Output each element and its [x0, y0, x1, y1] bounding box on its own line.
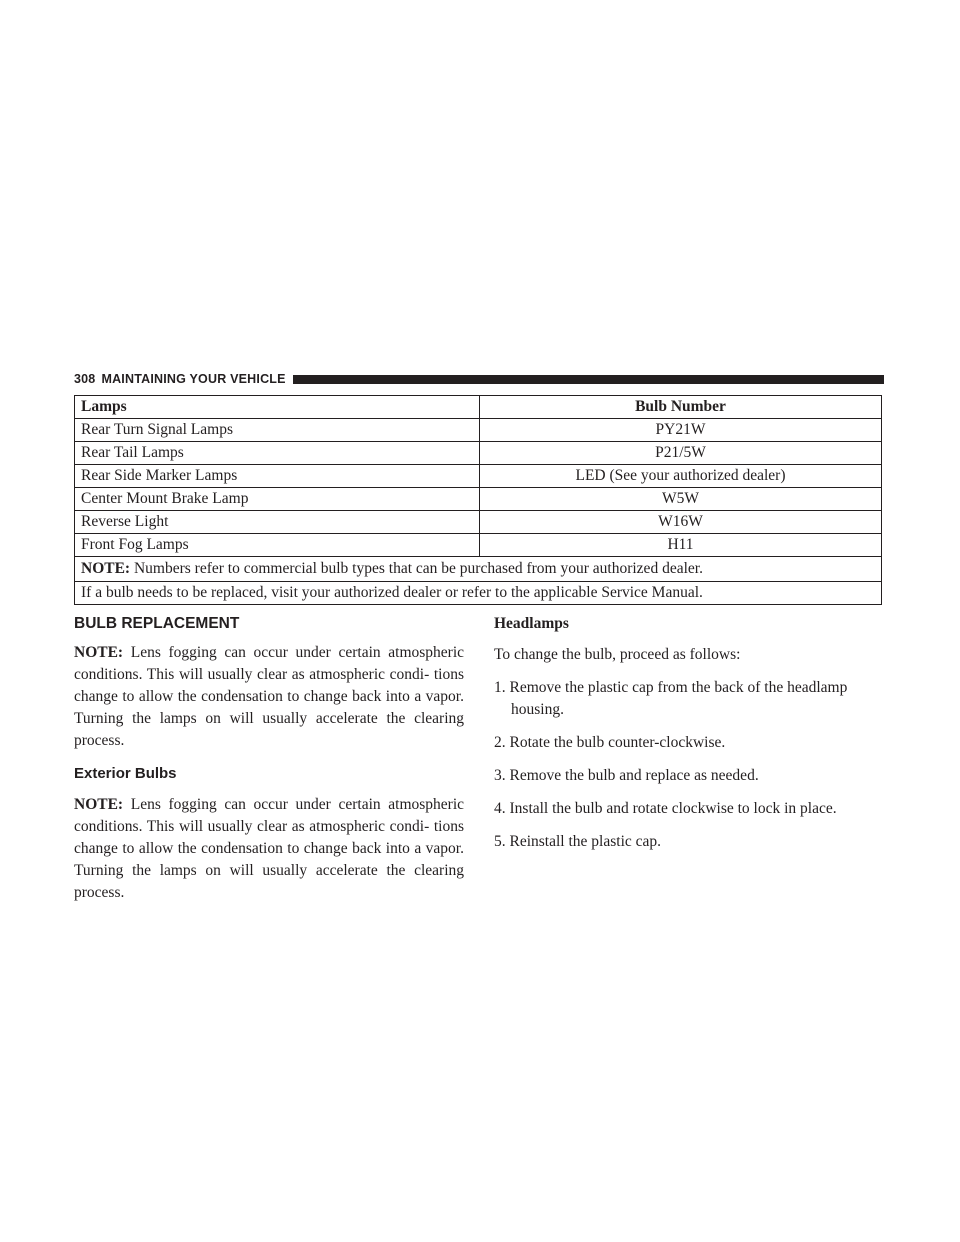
bulb-cell: H11 — [480, 534, 882, 557]
table-footer-cell: If a bulb needs to be replaced, visit your authorized dealer or refer to the applicable Service Manual. — [75, 582, 882, 605]
table-header-row — [75, 396, 882, 419]
lamp-cell: Rear Side Marker Lamps — [75, 465, 480, 488]
note-line: Lens fogging can occur under certain atmospheric — [130, 644, 465, 661]
header-rule — [293, 375, 884, 384]
headlamps-heading: Headlamps — [494, 615, 569, 632]
table-row — [75, 465, 882, 488]
note-line: tions change to allow the condensation to change back into — [74, 666, 464, 705]
lamp-cell: Rear Turn Signal Lamps — [75, 419, 480, 442]
headlamps-intro: To change the bulb, proceed as follows: — [494, 646, 741, 663]
column-header-lamps: Lamps — [75, 396, 480, 419]
step-item: 4. Install the bulb and rotate clockwise to lock in place. — [494, 800, 837, 817]
section-title: MAINTAINING YOUR VEHICLE — [101, 372, 286, 386]
table-row — [75, 442, 882, 465]
lamp-cell: Center Mount Brake Lamp — [75, 488, 480, 511]
note-line: a vapor. Turning the lamps on will usually accelerate the — [74, 840, 464, 879]
table-note-row — [75, 557, 882, 582]
step-item: 3. Remove the bulb and replace as needed. — [494, 767, 759, 784]
table-row — [75, 488, 882, 511]
page-header — [74, 371, 884, 387]
note-line: clearing process. — [74, 710, 465, 749]
column-header-bulb-number: Bulb Number — [480, 396, 882, 419]
exterior-bulbs-heading: Exterior Bulbs — [74, 765, 177, 782]
exterior-bulbs-note — [74, 794, 464, 904]
page-number: 308 — [74, 372, 96, 386]
headlamp-steps — [494, 677, 884, 853]
bulb-cell: P21/5W — [480, 442, 882, 465]
note-label: NOTE: — [74, 796, 124, 813]
step-item: 2. Rotate the bulb counter-clockwise. — [494, 734, 726, 751]
right-column — [494, 614, 884, 864]
table-note-cell — [75, 557, 882, 582]
table-row — [75, 511, 882, 534]
bulb-cell: W16W — [480, 511, 882, 534]
table-footer-row — [75, 582, 882, 605]
left-column — [74, 614, 464, 904]
note-line: conditions. This will usually clear as atmospheric condi- — [74, 666, 430, 683]
table-row — [75, 419, 882, 442]
note-text: Numbers refer to commercial bulb types that can be purchased from your authorized dealer. — [133, 560, 703, 577]
note-label: NOTE: — [74, 644, 124, 661]
step-item: 1. Remove the plastic cap from the back of the headlamp housing. — [494, 679, 848, 718]
note-line: tions change to allow the condensation to change back into — [74, 818, 464, 857]
step-item: 5. Reinstall the plastic cap. — [494, 833, 662, 850]
bulb-table — [74, 395, 882, 605]
note-line: a vapor. Turning the lamps on will usually accelerate the — [74, 688, 464, 727]
note-line: Lens fogging can occur under certain atmospheric — [130, 796, 465, 813]
lamp-cell: Rear Tail Lamps — [75, 442, 480, 465]
lamp-cell: Reverse Light — [75, 511, 480, 534]
bulb-cell: W5W — [480, 488, 882, 511]
table-row — [75, 534, 882, 557]
note-line: clearing process. — [74, 862, 465, 901]
bulb-cell: PY21W — [480, 419, 882, 442]
note-line: conditions. This will usually clear as atmospheric condi- — [74, 818, 430, 835]
lamp-cell: Front Fog Lamps — [75, 534, 480, 557]
bulb-replacement-heading: BULB REPLACEMENT — [74, 615, 240, 632]
note-label: NOTE: — [81, 560, 131, 577]
bulb-cell: LED (See your authorized dealer) — [480, 465, 882, 488]
bulb-replacement-note — [74, 642, 464, 752]
